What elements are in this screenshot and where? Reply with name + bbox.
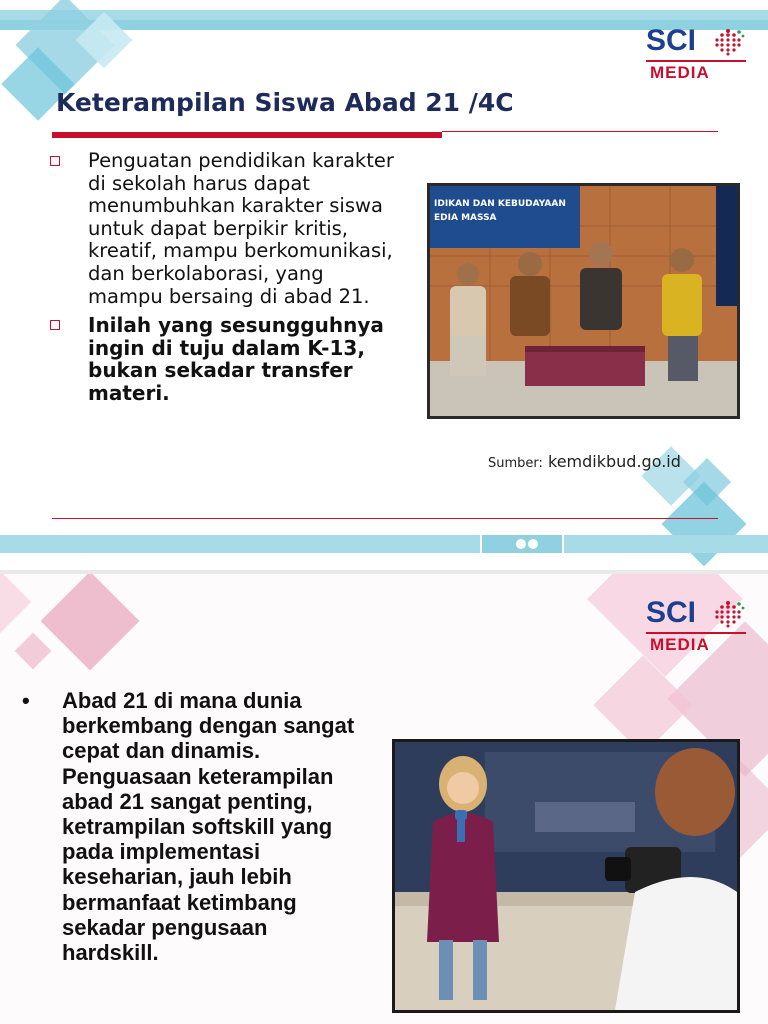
logo-sci-text: SCI	[646, 24, 697, 57]
nav-dot-icon	[528, 539, 538, 549]
photo-banner-line-1: IDIKAN DAN KEBUDAYAAN	[434, 199, 566, 209]
source-link: kemdikbud.go.id	[548, 452, 681, 471]
slide-title: Keterampilan Siswa Abad 21 /4C	[56, 88, 514, 117]
sci-media-logo	[646, 24, 756, 86]
square-bullet-icon	[50, 156, 60, 166]
bottom-accent-bar	[0, 535, 768, 553]
bullet-text: Abad 21 di mana dunia berkembang dengan sangat cepat dan dinamis. Penguasaan keterampilan abad 21 sangat penting, ketrampilan softskill yang pada implementasi keseharian, jauh lebih bermanfaat ketimbang sekadar pengusaan hardskill.	[62, 688, 355, 966]
sci-media-logo	[646, 596, 756, 658]
logo-media-text: MEDIA	[650, 63, 710, 82]
bullet-list	[46, 150, 396, 405]
bullet-item	[46, 150, 396, 308]
decor-diamond	[15, 633, 52, 670]
title-underline-thin	[442, 131, 718, 132]
bullet-item	[46, 314, 396, 404]
globe-dots-icon	[710, 28, 746, 56]
footer-rule	[52, 518, 718, 519]
slide-2	[0, 574, 768, 1024]
round-bullet-icon: •	[22, 688, 30, 713]
square-bullet-icon	[50, 320, 60, 330]
girl-with-microphone-photo	[392, 739, 740, 1013]
source-label: Sumber:	[488, 456, 543, 471]
photo-banner-line-2: EDIA MASSA	[434, 213, 497, 223]
bullet-text: Inilah yang sesungguhnya ingin di tuju dalam K-13, bukan sekadar transfer materi.	[88, 313, 384, 405]
bullet-text: Penguatan pendidikan karakter di sekolah harus dapat menumbuhkan karakter siswa untuk dapat berpikir kritis, kreatif, mampu berkomunikasi, dan berkolaborasi, yang mampu bersaing di abad 21.	[88, 149, 394, 308]
bullet-list	[18, 688, 368, 965]
logo-media-text: MEDIA	[650, 635, 710, 654]
press-conference-illustration	[430, 186, 737, 416]
title-underline-thick	[52, 132, 442, 138]
logo-sci-text: SCI	[646, 596, 697, 629]
decor-diamond	[41, 574, 140, 670]
nav-dot-icon	[516, 539, 526, 549]
slide-nav-box	[480, 535, 564, 553]
girl-with-microphone-illustration	[395, 742, 737, 1010]
image-source	[488, 452, 681, 471]
globe-dots-icon	[710, 600, 746, 628]
press-conference-photo	[427, 183, 740, 419]
decor-diamond	[0, 574, 31, 633]
bullet-item	[18, 688, 368, 965]
